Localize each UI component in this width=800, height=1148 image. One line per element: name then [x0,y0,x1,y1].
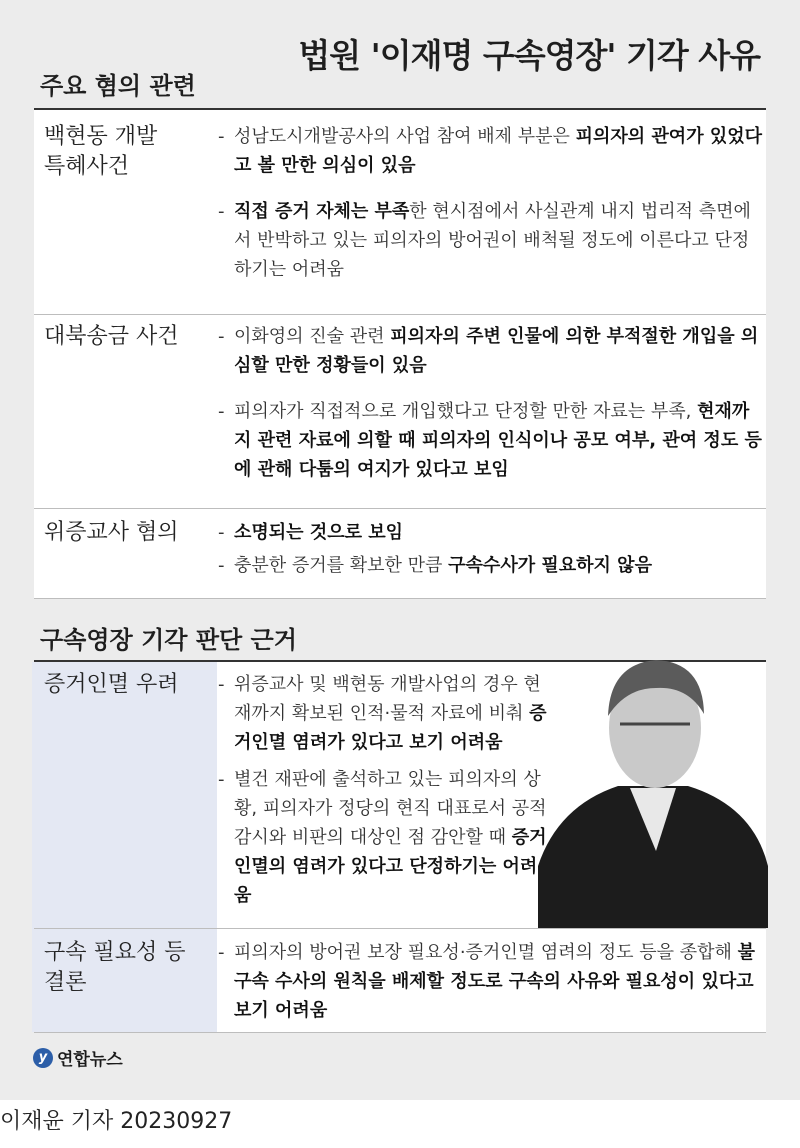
row-label-evidence-tampering: 증거인멸 우려 [44,672,179,697]
list-item [218,397,766,484]
person-photo [538,636,768,928]
yonhap-logo-icon: y [33,1048,53,1068]
infographic-title: 법원 '이재명 구속영장' 기각 사유 [298,36,760,75]
row-label-north-remittance: 대북송금 사건 [44,324,179,349]
item-bold-text: 불구속 수사의 원칙을 배제할 정도로 구속의 사유와 필요성이 있다고 보기 어려움 [234,942,755,1021]
row-items-perjury [218,518,766,580]
item-text: 위증교사 및 백현동 개발사업의 경우 현재까지 확보된 인적·물적 자료에 비춰 [234,674,541,724]
row-items-conclusion [218,938,766,1025]
row-divider [34,508,766,509]
item-bold-text: 직접 증거 자체는 부족 [234,201,410,222]
reporter-credit: 이재윤 기자 20230927 [0,1109,233,1134]
section-title-grounds: 구속영장 기각 판단 근거 [40,626,297,654]
list-item [218,122,766,180]
item-bold-text: 피의자의 주변 인물에 의한 부적절한 개입을 의심할 만한 정황들이 있음 [234,326,759,376]
item-bold-text: 구속수사가 필요하지 않음 [448,555,652,576]
list-item [218,938,766,1025]
item-bold-text: 소명되는 것으로 보임 [234,522,404,543]
list-item [218,197,766,284]
row-divider [34,314,766,315]
row-label-line: 특혜사건 [44,154,130,179]
row-label-baekhyeon [44,122,157,182]
table-bottom-rule [34,1032,766,1033]
row-items-evidence-tampering [218,670,548,910]
section-title-charges: 주요 혐의 관련 [40,72,196,100]
row-label-perjury: 위증교사 혐의 [44,520,179,545]
item-bold-text: 피의자의 관여가 있었다고 볼 만한 의심이 있음 [234,126,763,176]
item-text: 이화영의 진술 관련 [234,326,391,347]
row-label-conclusion [44,938,186,998]
row-items-baekhyeon [218,122,766,284]
list-item [218,670,548,757]
row-label-line: 결론 [44,970,87,995]
list-item [218,518,766,547]
logo-text: 연합뉴스 [57,1050,123,1070]
item-bold-text: 현재까지 관련 자료에 의할 때 피의자의 인식이나 공모 여부, 관여 정도 등에 관해 다툼의 여지가 있다고 보임 [234,401,762,480]
row-items-north-remittance [218,322,766,484]
item-text: 성남도시개발공사의 사업 참여 배제 부분은 [234,126,576,147]
yonhap-logo [33,1045,123,1070]
item-bold-text: 증거인멸의 염려가 있다고 단정하기는 어려움 [234,827,547,906]
row-label-line: 구속 필요성 등 [44,940,186,965]
table-bottom-rule [34,598,766,599]
item-bold-text: 증거인멸 염려가 있다고 보기 어려움 [234,703,547,753]
list-item [218,765,548,910]
item-text: 피의자가 직접적으로 개입했다고 단정할 만한 자료는 부족, [234,401,698,422]
row-label-line: 백현동 개발 [44,124,158,149]
item-text: 별건 재판에 출석하고 있는 피의자의 상황, 피의자가 정당의 현직 대표로서 공적 감시와 비판의 대상인 점 감안할 때 [234,769,547,848]
item-text: 충분한 증거를 확보한 만큼 [234,555,449,576]
item-text: 한 현시점에서 사실관계 내지 법리적 측면에서 반박하고 있는 피의자의 방어권이 배척될 정도에 이른다고 단정하기는 어려움 [234,201,751,280]
list-item [218,551,766,580]
row-divider [34,928,766,929]
item-text: 피의자의 방어권 보장 필요성·증거인멸 염려의 정도 등을 종합해 [234,942,738,963]
list-item [218,322,766,380]
